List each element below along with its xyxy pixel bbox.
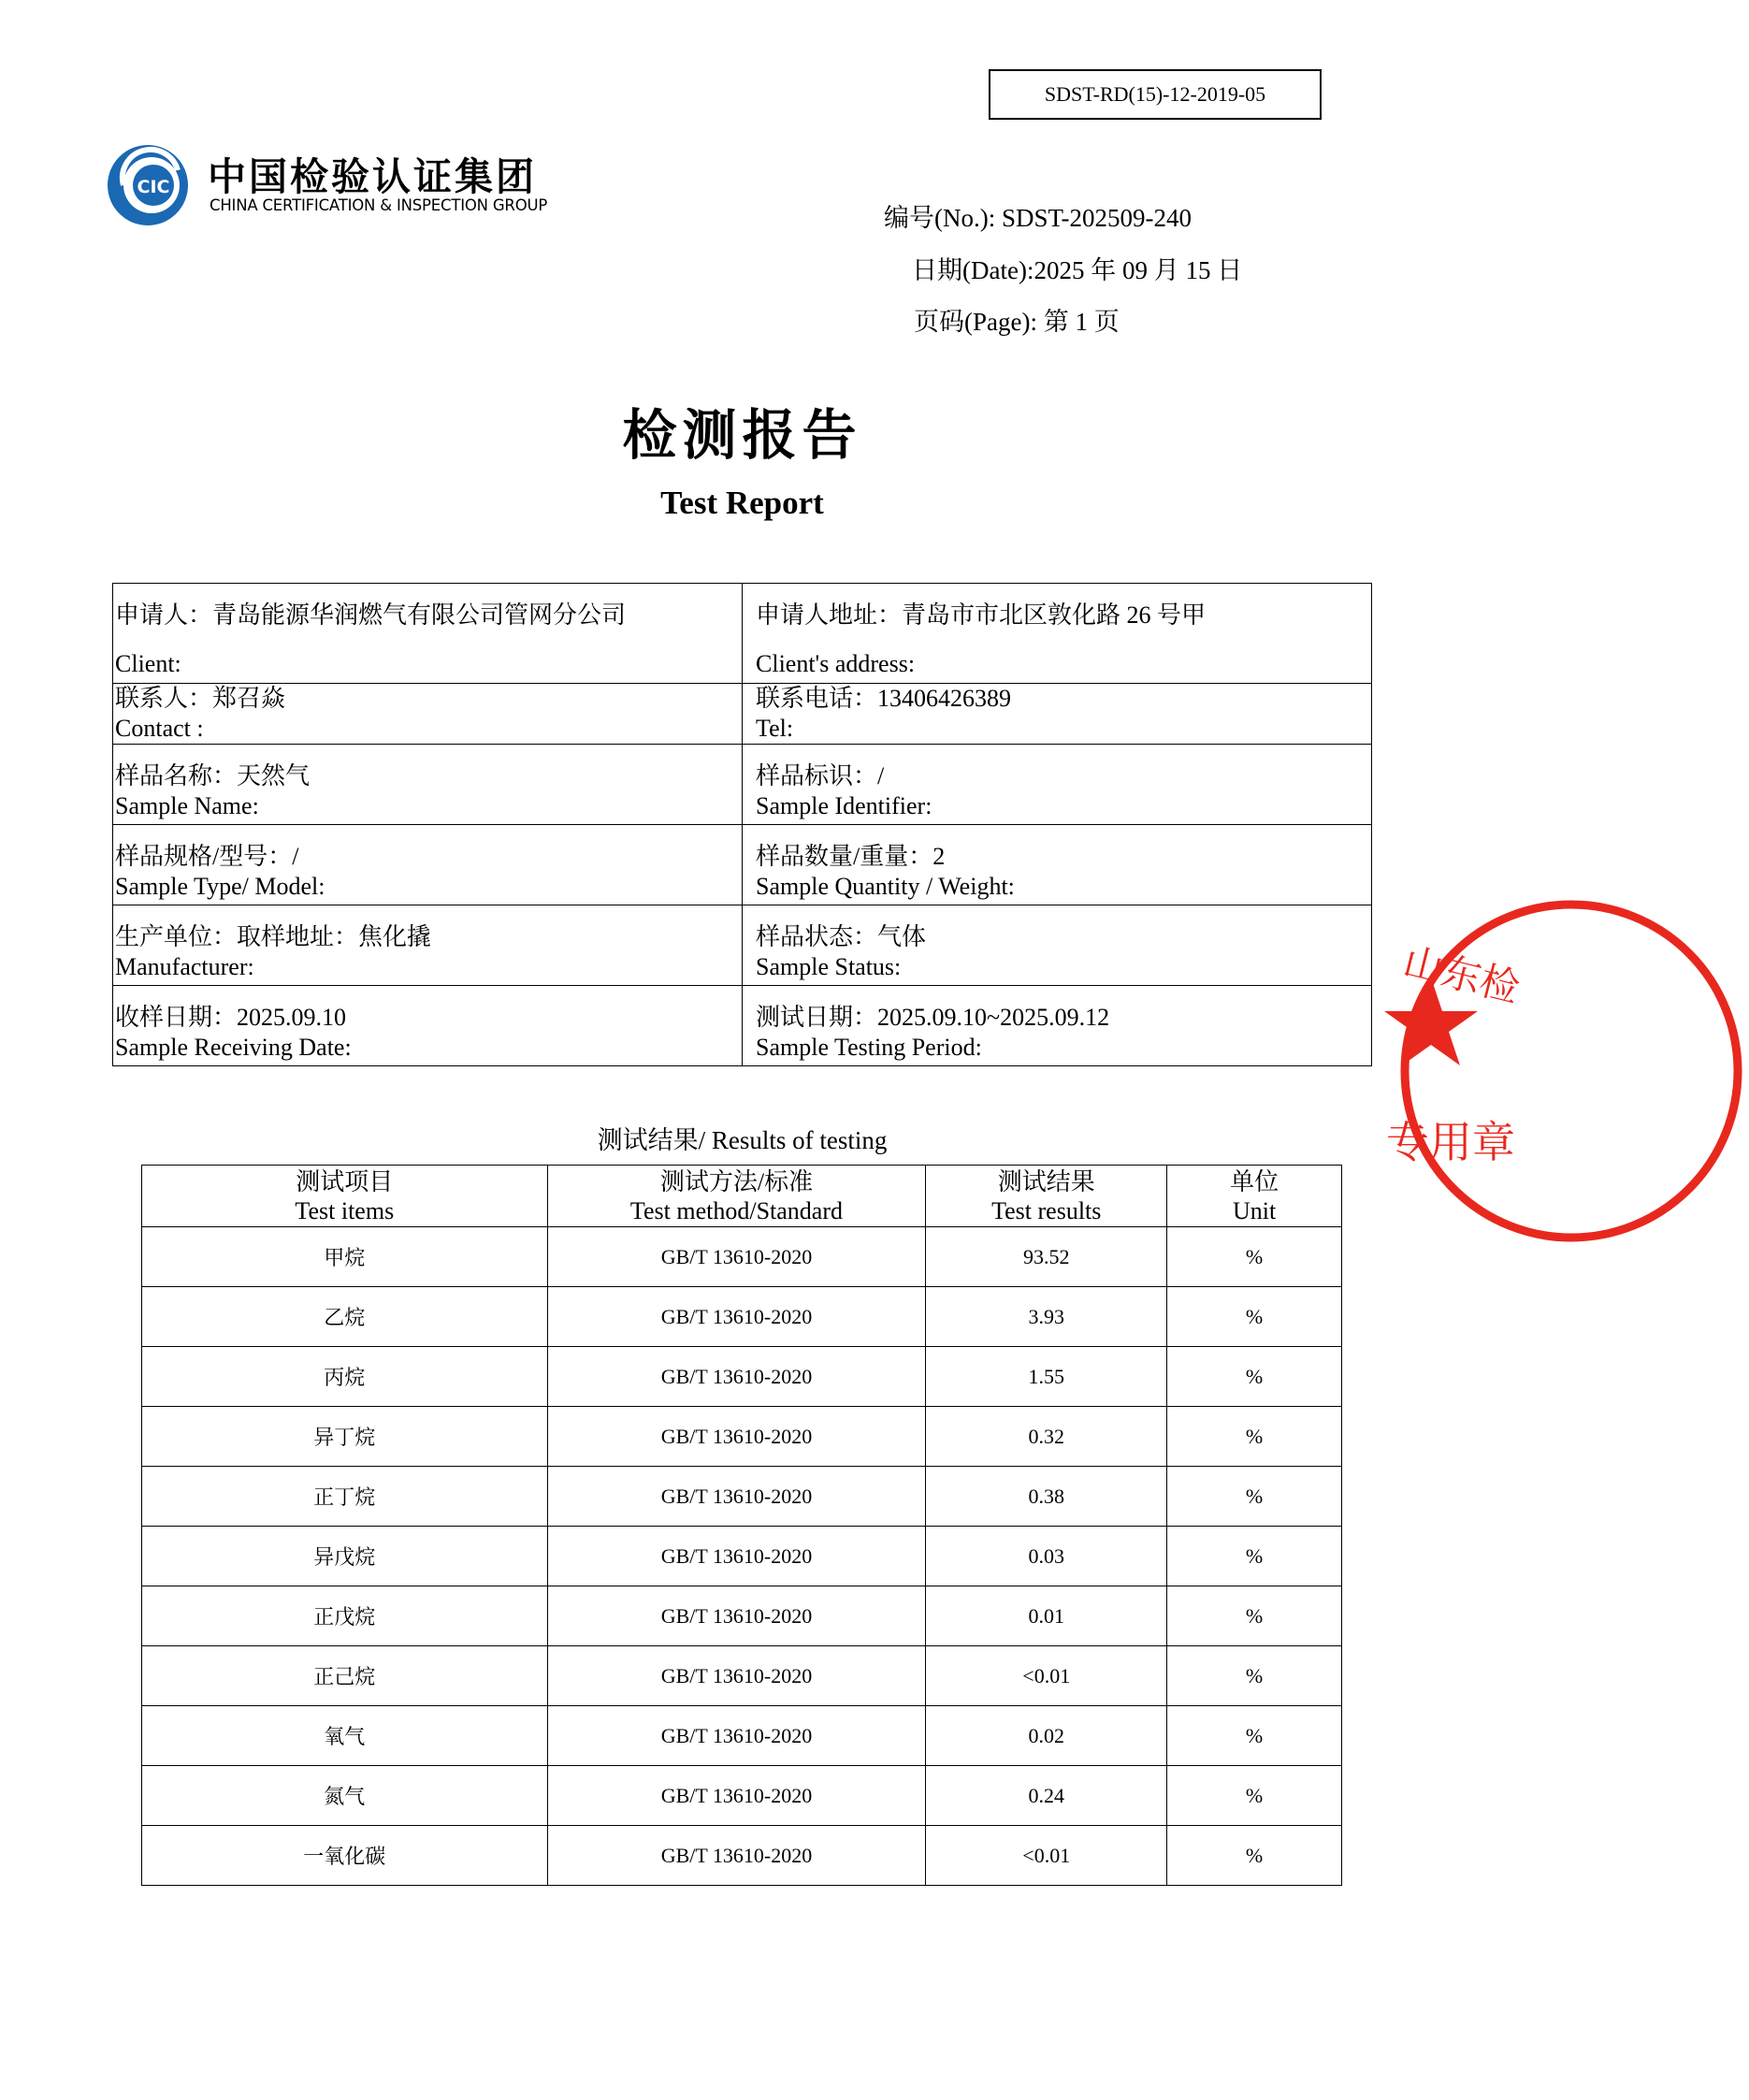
table-row <box>142 1527 1342 1586</box>
header-en: Test items <box>295 1196 395 1224</box>
info-row <box>113 684 1372 745</box>
stamp-text-top: 山东检 <box>1398 938 1525 1012</box>
info-cell <box>113 825 743 905</box>
official-seal-stamp <box>1386 893 1749 1249</box>
header-en: Test results <box>991 1196 1102 1224</box>
cell-result: <0.01 <box>926 1826 1167 1886</box>
info-row <box>113 905 1372 986</box>
info-cell <box>743 825 1372 905</box>
report-title-zh: 检测报告 <box>622 403 862 467</box>
cell-method: GB/T 13610-2020 <box>547 1826 926 1886</box>
stamp-text-bottom: 专用章 <box>1386 1117 1515 1167</box>
cell-unit: % <box>1167 1227 1342 1287</box>
client-address-en: Client's address: <box>756 650 916 677</box>
table-row <box>142 1227 1342 1287</box>
sample-identifier-zh: 样品标识：/ <box>756 762 885 789</box>
info-cell <box>743 986 1372 1066</box>
cell-result: 0.02 <box>926 1706 1167 1766</box>
contact-en: Contact : <box>115 715 204 742</box>
info-row <box>113 584 1372 684</box>
results-header-row <box>142 1166 1342 1227</box>
cell-result: <0.01 <box>926 1646 1167 1706</box>
table-row <box>142 1766 1342 1826</box>
cell-result: 0.32 <box>926 1407 1167 1467</box>
table-row <box>142 1467 1342 1527</box>
table-row <box>142 1586 1342 1646</box>
client-label-en: Client: <box>115 650 181 677</box>
info-cell <box>743 584 1372 684</box>
header-zh: 测试结果 <box>997 1167 1095 1195</box>
info-row <box>113 745 1372 825</box>
cell-method: GB/T 13610-2020 <box>547 1646 926 1706</box>
testing-period-zh: 测试日期：2025.09.10~2025.09.12 <box>756 1004 1110 1031</box>
cell-unit: % <box>1167 1706 1342 1766</box>
testing-period-en: Sample Testing Period: <box>756 1034 982 1061</box>
sample-model-zh: 样品规格/型号：/ <box>115 843 299 870</box>
cell-method: GB/T 13610-2020 <box>547 1407 926 1467</box>
tel-zh: 联系电话：13406426389 <box>756 685 1012 712</box>
info-cell <box>113 745 743 825</box>
cell-item: 甲烷 <box>142 1227 548 1287</box>
report-number: 编号(No.): SDST-202509-240 <box>884 204 1192 232</box>
page-number: 页码(Page): 第 1 页 <box>914 308 1120 336</box>
report-date: 日期(Date):2025 年 09 月 15 日 <box>912 256 1243 284</box>
cell-result: 0.01 <box>926 1586 1167 1646</box>
sample-quantity-zh: 样品数量/重量：2 <box>756 843 946 870</box>
table-row <box>142 1706 1342 1766</box>
cell-method: GB/T 13610-2020 <box>547 1766 926 1826</box>
document-code-box <box>989 69 1322 120</box>
cell-item: 丙烷 <box>142 1347 548 1407</box>
table-row <box>142 1347 1342 1407</box>
results-caption: 测试结果/ Results of testing <box>597 1126 888 1154</box>
cell-item: 氧气 <box>142 1706 548 1766</box>
header-test-items <box>142 1166 548 1227</box>
company-logo <box>105 142 548 226</box>
header-en: Test method/Standard <box>629 1196 844 1224</box>
cell-unit: % <box>1167 1527 1342 1586</box>
table-row <box>142 1826 1342 1886</box>
info-cell <box>113 986 743 1066</box>
cell-item: 氮气 <box>142 1766 548 1826</box>
sample-identifier-en: Sample Identifier: <box>756 792 932 819</box>
cell-result: 0.03 <box>926 1527 1167 1586</box>
header-unit <box>1167 1166 1342 1227</box>
cell-unit: % <box>1167 1646 1342 1706</box>
cell-unit: % <box>1167 1766 1342 1826</box>
cell-result: 3.93 <box>926 1287 1167 1347</box>
contact-zh: 联系人：郑召焱 <box>115 685 286 712</box>
sample-quantity-en: Sample Quantity / Weight: <box>756 873 1015 900</box>
cell-method: GB/T 13610-2020 <box>547 1527 926 1586</box>
cell-method: GB/T 13610-2020 <box>547 1347 926 1407</box>
table-row <box>142 1646 1342 1706</box>
sample-status-en: Sample Status: <box>756 953 902 980</box>
client-info-table <box>112 583 1372 1066</box>
cell-item: 正戊烷 <box>142 1586 548 1646</box>
cell-item: 异丁烷 <box>142 1407 548 1467</box>
info-cell <box>113 905 743 986</box>
cell-method: GB/T 13610-2020 <box>547 1467 926 1527</box>
info-cell <box>113 584 743 684</box>
receiving-date-zh: 收样日期：2025.09.10 <box>115 1004 347 1031</box>
sample-model-en: Sample Type/ Model: <box>115 873 325 900</box>
info-cell <box>113 684 743 745</box>
cell-result: 1.55 <box>926 1347 1167 1407</box>
cell-unit: % <box>1167 1287 1342 1347</box>
cell-unit: % <box>1167 1586 1342 1646</box>
cell-item: 一氧化碳 <box>142 1826 548 1886</box>
cell-method: GB/T 13610-2020 <box>547 1586 926 1646</box>
report-title-en: Test Report <box>660 485 824 521</box>
header-zh: 测试项目 <box>296 1167 394 1195</box>
cell-item: 异戊烷 <box>142 1527 548 1586</box>
header-test-results <box>926 1166 1167 1227</box>
client-label-zh: 申请人：青岛能源华润燃气有限公司管网分公司 <box>115 601 627 629</box>
header-test-method <box>547 1166 926 1227</box>
header-zh: 单位 <box>1230 1167 1279 1195</box>
info-row <box>113 825 1372 905</box>
cell-method: GB/T 13610-2020 <box>547 1706 926 1766</box>
company-name-zh: 中国检验认证集团 <box>208 154 537 199</box>
cell-result: 93.52 <box>926 1227 1167 1287</box>
receiving-date-en: Sample Receiving Date: <box>115 1034 352 1061</box>
info-cell <box>743 905 1372 986</box>
sample-name-en: Sample Name: <box>115 792 259 819</box>
info-cell <box>743 684 1372 745</box>
emblem-text: CIC <box>137 177 170 197</box>
company-name-en: CHINA CERTIFICATION & INSPECTION GROUP <box>210 196 548 214</box>
cell-unit: % <box>1167 1347 1342 1407</box>
sample-name-zh: 样品名称：天然气 <box>115 762 311 789</box>
cell-unit: % <box>1167 1407 1342 1467</box>
sample-status-zh: 样品状态：气体 <box>756 923 927 950</box>
header-en: Unit <box>1232 1196 1277 1224</box>
cell-item: 乙烷 <box>142 1287 548 1347</box>
tel-en: Tel: <box>756 715 794 742</box>
cell-unit: % <box>1167 1826 1342 1886</box>
manufacturer-zh: 生产单位：取样地址：焦化撬 <box>115 923 432 950</box>
manufacturer-en: Manufacturer: <box>115 953 254 980</box>
cell-method: GB/T 13610-2020 <box>547 1287 926 1347</box>
document-code: SDST-RD(15)-12-2019-05 <box>1044 82 1266 106</box>
results-table <box>141 1165 1342 1886</box>
cell-item: 正丁烷 <box>142 1467 548 1527</box>
cell-item: 正己烷 <box>142 1646 548 1706</box>
table-row <box>142 1407 1342 1467</box>
cell-unit: % <box>1167 1467 1342 1527</box>
table-row <box>142 1287 1342 1347</box>
cell-result: 0.24 <box>926 1766 1167 1826</box>
cic-emblem-icon <box>105 142 191 228</box>
cell-method: GB/T 13610-2020 <box>547 1227 926 1287</box>
cell-result: 0.38 <box>926 1467 1167 1527</box>
header-zh: 测试方法/标准 <box>659 1167 814 1195</box>
client-address-zh: 申请人地址：青岛市市北区敦化路 26 号甲 <box>756 601 1207 629</box>
info-cell <box>743 745 1372 825</box>
info-row <box>113 986 1372 1066</box>
